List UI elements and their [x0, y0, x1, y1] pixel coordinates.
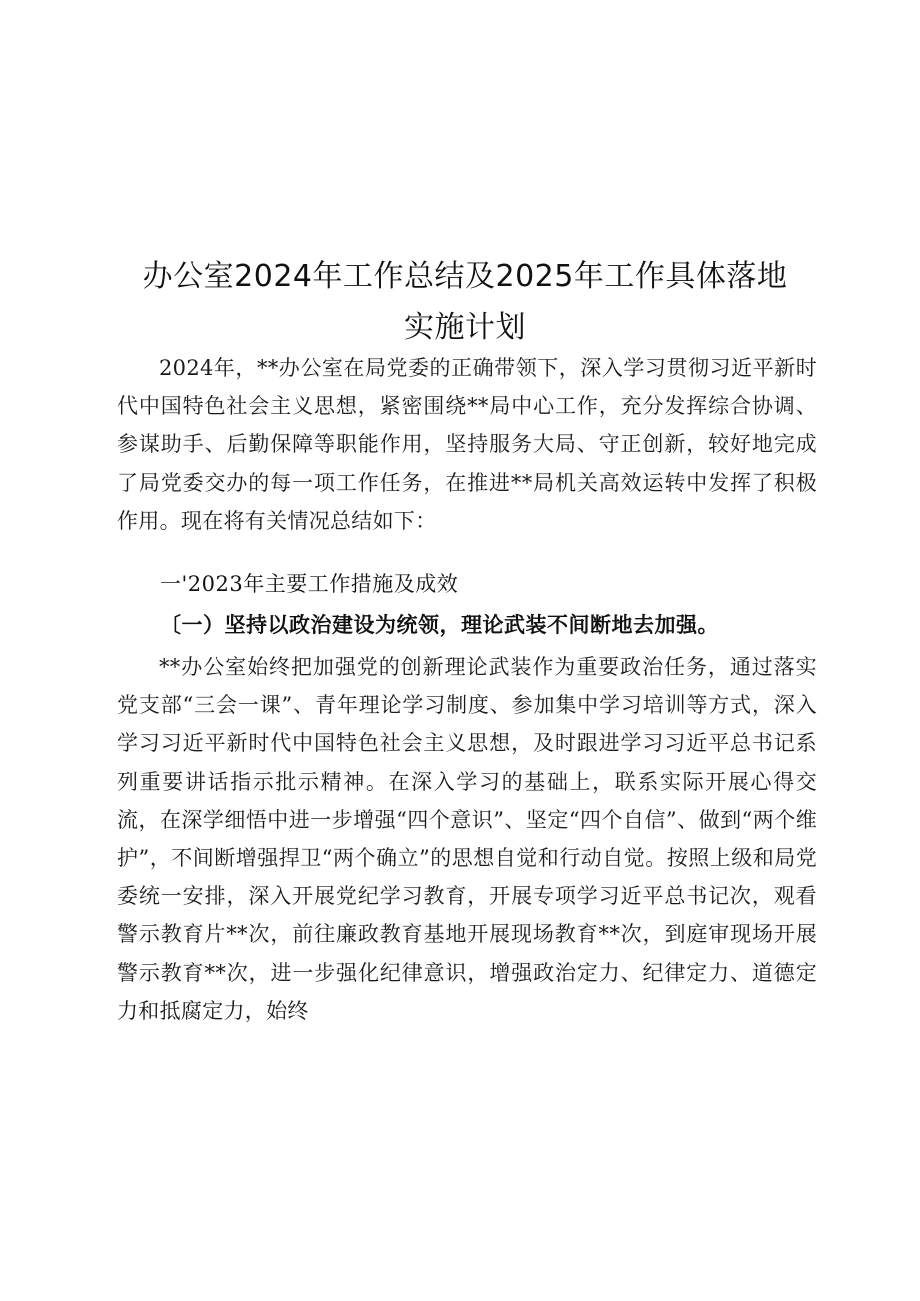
subsection-heading: 〔一）坚持以政治建设为统领，理论武装不间断地去加强。 [160, 612, 719, 637]
document-title-line-1: 办公室2024年工作总结及2025年工作具体落地 [142, 259, 788, 294]
section-heading: 一'2023年主要工作措施及成效 [160, 572, 459, 596]
body-paragraph: **办公室始终把加强党的创新理论武装作为重要政治任务，通过落实党支部“三会一课”、青年理论学习制度、参加集中学习培训等方式，深入学习习近平新时代中国特色社会主义思想，及时跟进学习习近平总书记系列重要讲话指示批示精神。在深入学习的基础上，联系实际开展心得交流，在深学细悟中进一步增强“四个意识”、坚定“四个自信”、做到“两个维护”，不间断增强捍卫“两个确立”的思想自觉和行动自觉。按照上级和局党委统一安排，深入开展党纪学习教育，开展专项学习近平总书记次，观看警示教育片**次，前往廉政教育基地开展现场教育**次，到庭审现场开展警示教育**次，进一步强化纪律意识，增强政治定力、纪律定力、道德定力和抵腐定力，始终 [117, 655, 817, 1023]
intro-paragraph: 2024年，**办公室在局党委的正确带领下，深入学习贯彻习近平新时代中国特色社会主义思想，紧密围绕**局中心工作，充分发挥综合协调、参谋助手、后勤保障等职能作用，坚持服务大局、守正创新，较好地完成了局党委交办的每一项工作任务，在推进**局机关高效运转中发挥了积极作用。现在将有关情况总结如下： [117, 356, 817, 533]
document-title-line-2: 实施计划 [404, 310, 526, 345]
